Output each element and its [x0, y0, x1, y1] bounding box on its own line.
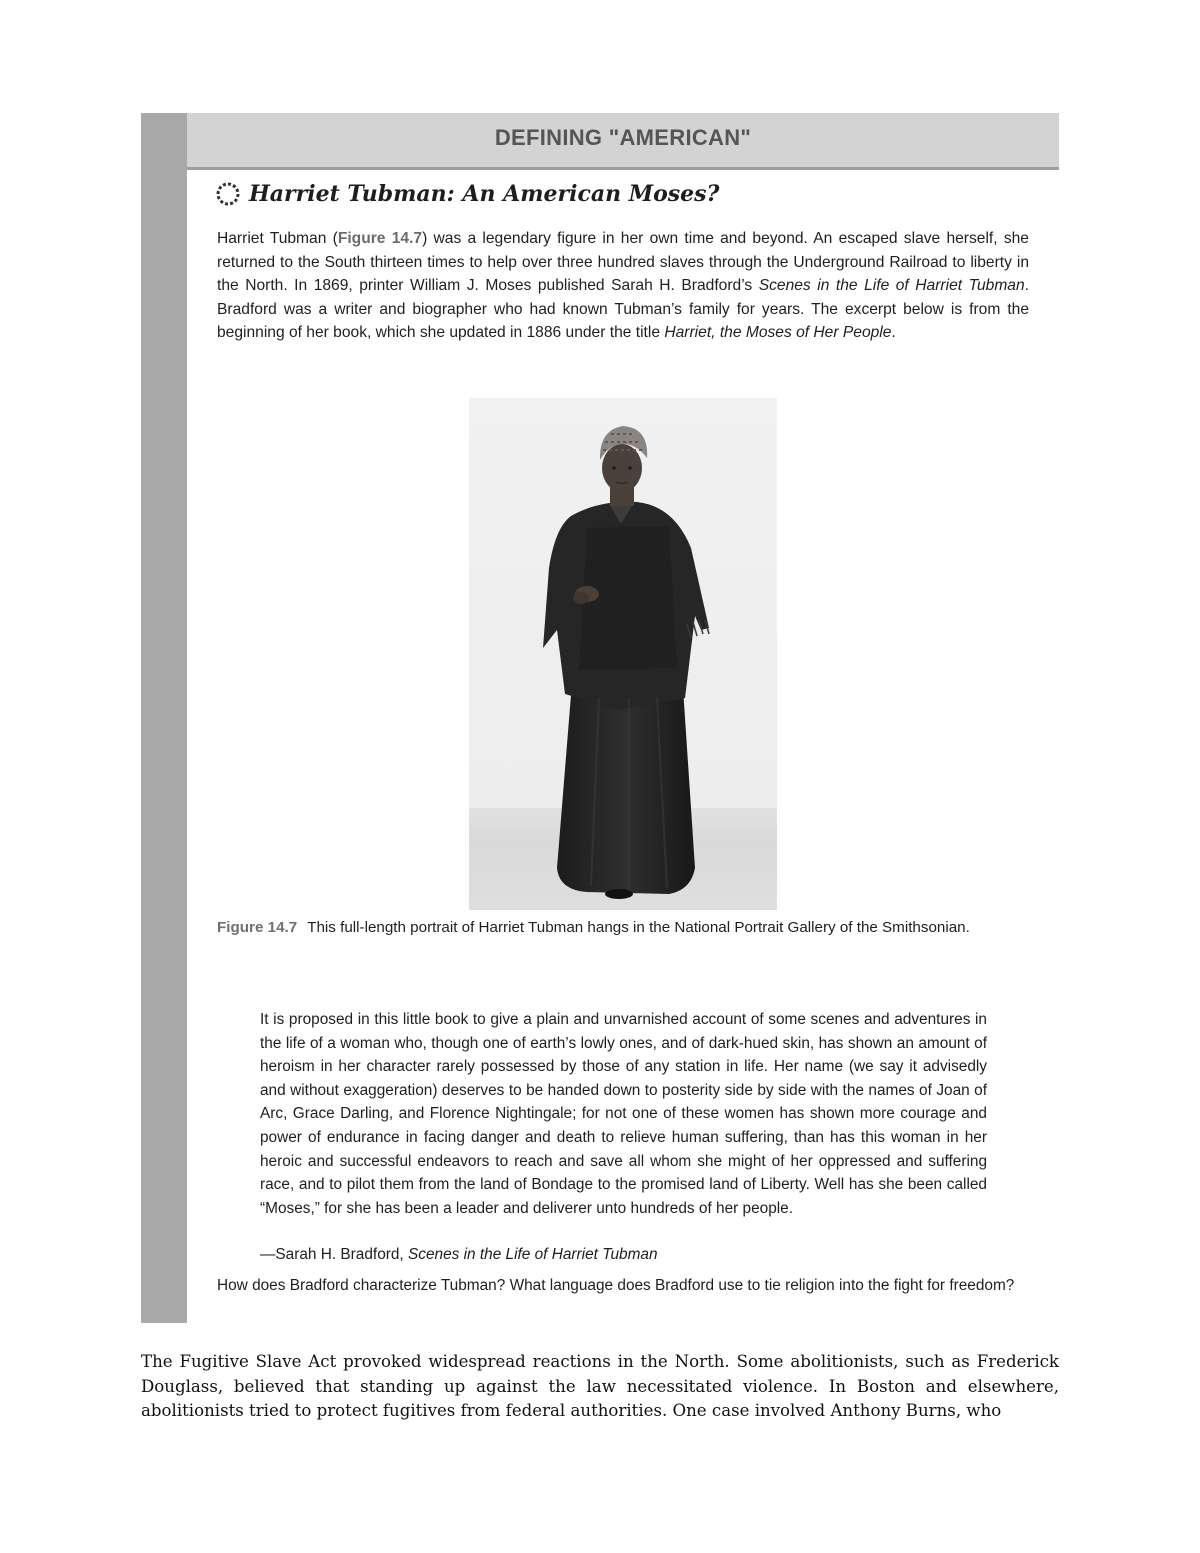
attribution-author: —Sarah H. Bradford,: [260, 1246, 408, 1263]
book-title: Harriet, the Moses of Her People: [664, 324, 892, 342]
intro-paragraph: [217, 227, 1029, 345]
quote-attribution: [260, 1243, 987, 1267]
block-quote: It is proposed in this little book to give a plain and unvarnished account of some scenes and adventures in the life of a woman who, though one of earth’s lowly ones, and of dark-hued skin, has shown an amount of heroism in her character rarely possessed by those of any station in life. Her name (we say it advisedly and without exaggeration) deserves to be handed down to posterity side by side with the names of Joan of Arc, Grace Darling, and Florence Nightingale; for not one of these women has shown more courage and power of endurance in facing danger and death to relieve human suffering, than has this woman in her heroic and successful endeavors to reach and save all whom she might of her oppressed and suffering race, and to pilot them from the land of Bondage to the promised land of Liberty. Well has she been called “Moses,” for she has been a leader and deliverer unto hundreds of her people.: [260, 1011, 987, 1217]
body-paragraph: The Fugitive Slave Act provoked widespread reactions in the North. Some abolitionists, such as Frederick Douglass, believed that standing up against the law necessitated violence. In Boston and elsewhere, abolitionists tried to protect fugitives from federal authorities. One case involved Anthony Burns, who: [141, 1352, 1059, 1421]
dotted-circle-icon: [215, 181, 241, 207]
intro-text: . Bradford was a writer and biographer who had known Tubman’s family for years. The excerpt below is from the beginning of her book, which she updated in 1886 under the title: [217, 277, 1029, 342]
intro-text: Harriet Tubman (: [217, 230, 338, 247]
feature-subhead-text: Harriet Tubman: An American Moses?: [249, 181, 720, 207]
intro-text: .: [891, 324, 896, 342]
attribution-title: Scenes in the Life of Harriet Tubman: [408, 1246, 658, 1263]
feature-side-bar: [141, 113, 187, 1323]
intro-text: ) was a legendary figure in her own time and beyond. An escaped slave herself, she returned to the South thirteen times to help over three hundred slaves through the Underground Railroad to liberty in the North. In 1869, printer William J. Moses published Sarah H. Bradford’s: [217, 230, 1029, 295]
feature-header-title: DEFINING "AMERICAN": [494, 125, 752, 150]
figure-caption: [217, 916, 1017, 939]
book-title: Scenes in the Life of Harriet Tubman: [758, 277, 1025, 295]
discussion-question: How does Bradford characterize Tubman? What language does Bradford use to tie religion into the fight for freedom?: [217, 1277, 1015, 1294]
figure-caption-label: Figure 14.7: [217, 919, 298, 936]
harriet-tubman-portrait: [469, 398, 777, 910]
figure-caption-text: This full-length portrait of Harriet Tubman hangs in the National Portrait Gallery of the Smithsonian.: [307, 919, 970, 936]
figure-link[interactable]: Figure 14.7: [337, 230, 423, 247]
feature-header: [187, 113, 1059, 170]
feature-subhead: [215, 177, 719, 211]
